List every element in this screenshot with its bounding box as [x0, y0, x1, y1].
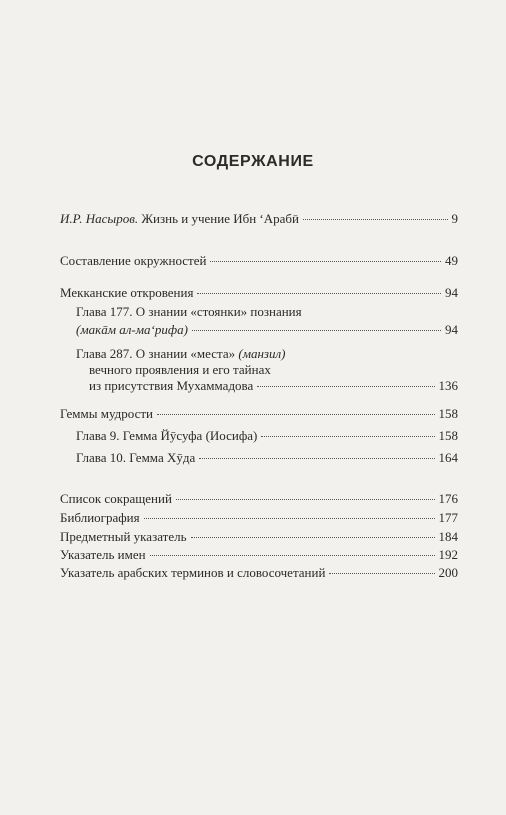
toc-entry-imen[interactable]: [60, 547, 458, 563]
entry-label: из присутствия Мухаммадова: [89, 378, 254, 393]
page-number: 158: [438, 406, 458, 421]
toc-entry-mekka[interactable]: [60, 285, 458, 301]
toc-entry-gemmy[interactable]: [60, 406, 458, 422]
entry-label: Геммы мудрости: [60, 406, 153, 421]
page-number: 176: [438, 491, 458, 506]
toc-entry-predmetnyi[interactable]: [60, 529, 458, 545]
page-number: 158: [438, 428, 458, 443]
entry-label: Предметный указатель: [60, 529, 187, 544]
leader-dots: [176, 499, 435, 500]
entry-author: И.Р. Насыров.: [60, 211, 139, 226]
page-number: 184: [438, 529, 458, 544]
leader-dots: [210, 261, 441, 262]
entry-label: Библиография: [60, 510, 140, 525]
page-number: 164: [438, 450, 458, 465]
page-number: 94: [445, 285, 458, 300]
toc-entry-sokrashcheniya[interactable]: [60, 491, 458, 507]
entry-text: вечного проявления и его тайнах: [89, 362, 271, 377]
entry-label: Указатель имен: [60, 547, 146, 562]
leader-dots: [257, 386, 434, 387]
leader-dots: [150, 555, 435, 556]
toc-entry-arabskikh[interactable]: [60, 565, 458, 581]
entry-text: Глава 287. О знании «места» (манзил): [76, 346, 286, 361]
leader-dots: [192, 330, 441, 331]
page-number: 136: [438, 378, 458, 393]
page-number: 192: [438, 547, 458, 562]
page-number: 9: [451, 211, 458, 226]
leader-dots: [144, 518, 435, 519]
entry-text: Глава 177. О знании «стоянки» познания: [76, 304, 302, 319]
leader-dots: [157, 414, 435, 415]
toc-entry-glava-287[interactable]: [89, 378, 458, 394]
toc-entry-bibliografiya[interactable]: [60, 510, 458, 526]
toc-entry-nasyrov[interactable]: [60, 211, 458, 227]
toc-entry-glava-9[interactable]: [76, 428, 458, 444]
leader-dots: [199, 458, 434, 459]
leader-dots: [261, 436, 434, 437]
leader-dots: [197, 293, 441, 294]
entry-label: И.Р. Насыров. Жизнь и учение Ибн ʻАрабӣ: [60, 211, 299, 226]
entry-label: Глава 10. Гемма Хӯда: [76, 450, 196, 465]
page-title: СОДЕРЖАНИЕ: [192, 153, 314, 170]
toc-entry-okruzhnosti[interactable]: [60, 253, 458, 269]
toc-entry-glava-10[interactable]: [76, 450, 458, 466]
leader-dots: [303, 219, 448, 220]
entry-label: Мекканские откровения: [60, 285, 194, 300]
entry-label: Составление окружностей: [60, 253, 207, 268]
page-number: 177: [438, 510, 458, 525]
entry-label: Указатель арабских терминов и словосочетаний: [60, 565, 326, 580]
page-number: 200: [438, 565, 458, 580]
toc-entry-glava-177[interactable]: [76, 322, 458, 338]
entry-label: (макāм ал-маʻрифа): [76, 322, 188, 337]
page-number: 49: [445, 253, 458, 268]
entry-label: Список сокращений: [60, 491, 172, 506]
leader-dots: [191, 537, 435, 538]
page-number: 94: [445, 322, 458, 337]
entry-label: Глава 9. Гемма Йӯсуфа (Иосифа): [76, 428, 258, 443]
leader-dots: [329, 573, 434, 574]
